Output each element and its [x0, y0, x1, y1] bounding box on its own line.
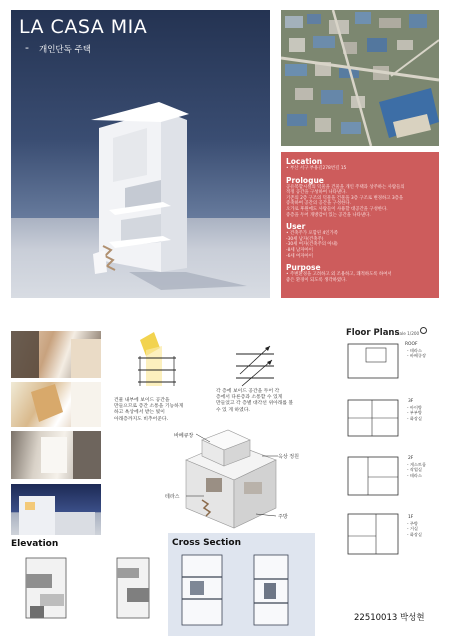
user-line: -8세 남자아이 [286, 247, 313, 253]
prologue-heading: Prologue [286, 175, 324, 185]
prologue-line: 증축하여 공간의 공간을 구성한다. [286, 201, 351, 207]
floor-plan-3f [346, 398, 402, 438]
north-arrow-icon [420, 327, 427, 334]
floor-plans-scale: scale 1/200 [395, 331, 420, 336]
floor-level-2f: 2F [408, 456, 414, 461]
interior-photo [11, 431, 101, 479]
floor-rooms-2f: - 게스트룸 - 작업실 - 테라스 [407, 462, 427, 478]
user-line: -30세 여자(건축주의 아내) [286, 242, 338, 248]
cross-section-drawing [168, 533, 315, 636]
interior-photo [11, 382, 101, 427]
purpose-line: • 주변환경을 고려하고 외 조용하고, 쾌적하도록 하여서 [286, 272, 392, 278]
prologue-line: 오가로 후원에도 사람들이 사용할 대공간을 구성한다. [286, 206, 388, 212]
label-terrace: 테라스 [165, 494, 180, 500]
floor-rooms-1f: - 주방 - 거실 - 화장실 [407, 521, 422, 537]
user-line: -6세 여자아이 [286, 253, 313, 259]
hero-render [11, 10, 270, 298]
floor-plan-roof [346, 342, 402, 380]
aerial-map [281, 10, 439, 146]
floor-rooms-3f: - 아이방 - 부부방 - 화장실 [407, 405, 422, 421]
user-line: • 건축주가 포함된 4인가족 [286, 231, 338, 237]
student-signature: 22510013 박성현 [354, 613, 425, 623]
floor-rooms-roof: - 테라스 - 바베큐장 [407, 348, 427, 359]
label-garden: 옥상 정원 [278, 454, 299, 460]
floor-plan-1f [346, 512, 402, 556]
cross-section-title: Cross Section [172, 538, 241, 548]
diagonal-view-diagram [230, 340, 280, 390]
elevation-drawing-side [113, 556, 153, 620]
floor-level-3f: 3F [408, 399, 414, 404]
floor-plan-2f [346, 455, 402, 497]
elevation-title: Elevation [11, 539, 59, 549]
location-heading: Location [286, 157, 323, 166]
floor-level-roof: ROOF [405, 342, 418, 347]
purpose-heading: Purpose [286, 263, 321, 273]
user-heading: User [286, 222, 306, 232]
void-note: 건물 내부에 보이드 공간을 만들으므로 층간 소통을 기능하게 하고 옥상에서 받는 빛이 아래층까지도 비추어준다. [114, 398, 184, 422]
cross-section-panel [168, 533, 315, 636]
floor-level-1f: 1F [408, 515, 414, 520]
elevation-drawing-front [20, 556, 70, 620]
label-kitchen: 주방 [278, 514, 288, 520]
prologue-line: 증층을 두어 개방감이 있는 공간을 나타낸다. [286, 212, 371, 218]
subtitle-dash: - [25, 41, 29, 54]
user-line: -30세 남자(건축주) [286, 236, 324, 242]
prologue-line: 기존의 2층 구조의 덕물을 건물을 3층 구조로 변경하고 3층을 [286, 195, 404, 201]
diagonal-note: 각 층에 보이드 공간을 두어 각 층에서 다른층과 소통할 수 있게 만들었고 각 층별 대각선 위아래를 볼 수 있 게 하였다. [216, 389, 294, 413]
night-render-photo [11, 484, 101, 535]
interior-photo [11, 331, 101, 378]
location-line: • 부산 서구 부용길278번길 15 [286, 166, 347, 171]
light-void-diagram [132, 330, 182, 392]
aerial-photo [281, 10, 439, 146]
floor-plans-title: Floor Plans [346, 328, 400, 338]
prologue-line: 공유복합시설의 덕물을 건물을 개인 주택과 상주하는 사람들의 [286, 184, 405, 190]
label-rooftop: 바베큐장 [174, 433, 194, 439]
project-title: LA CASA MIA [19, 16, 148, 38]
project-subtitle: 개인단독 주택 [39, 45, 91, 55]
info-panel [281, 152, 439, 298]
purpose-line: 좋은 환경이 되도록 생각하였다. [286, 277, 347, 283]
prologue-line: 적정 공간을 구성하여 나타낸다. [286, 190, 347, 196]
